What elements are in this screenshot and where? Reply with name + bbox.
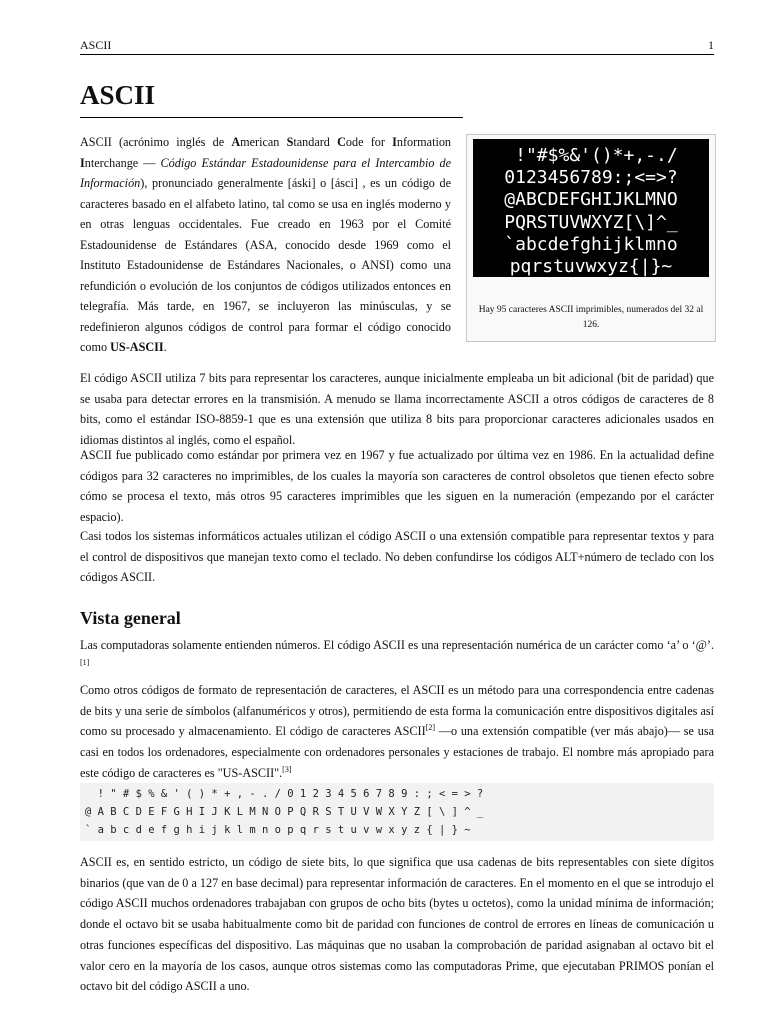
code-line: ! " # $ % & ' ( ) * + , - . / 0 1 2 3 4 5 6 7 8 9 : ; < = > ?	[85, 788, 484, 800]
spanish-name: Código Estándar Estadounidense para el Intercambio de Información	[80, 155, 451, 190]
page-number: 1	[708, 38, 714, 52]
code-line: @ A B C D E F G H I J K L M N O P Q R S T U V W X Y Z [ \ ] ^ _	[85, 806, 484, 818]
ascii-code-block	[80, 783, 714, 841]
footnote-ref[interactable]: [1]	[80, 657, 90, 667]
footnote-ref[interactable]: [3]	[282, 764, 292, 774]
body-paragraph-2: ASCII fue publicado como estándar por primera vez en 1967 y fue actualizado por última vez en 1986. En la actualidad define códigos para 32 caracteres no imprimibles, de los cuales la mayoría son caracteres de control obsoletos que tienen efecto sobre cómo se procesa el texto, más otros 95 caracteres imprimibles que les siguen en la numeración (empezando por el carácter espacio).	[80, 448, 714, 525]
running-title: ASCII	[80, 38, 112, 52]
body-paragraph-1: El código ASCII utiliza 7 bits para representar los caracteres, aunque inicialmente empleaba un bit adicional (bit de paridad) que se usaba para detectar errores en la transmisión. A menudo se llama incorrectamente ASCII a otros códigos de caracteres de 8 bits, como el estándar ISO-8859-1 que es una extensión que utiliza 8 bits para proporcionar caracteres adicionales usados en idiomas distintos al inglés, como el español.	[80, 371, 714, 448]
figure-box	[466, 134, 716, 342]
figure-caption: Hay 95 caracteres ASCII imprimibles, numerados del 32 al 126.	[478, 305, 704, 330]
running-header	[80, 36, 714, 55]
title-rule	[80, 117, 463, 118]
section-paragraph-1: Las computadoras solamente entienden números. El código ASCII es una representación numérica de un carácter como ‘a’ o ‘@’.[1]	[80, 638, 714, 667]
section-paragraph-3: ASCII es, en sentido estricto, un código de siete bits, lo que significa que usa cadenas de bits representables con siete dígitos binarios (que van de 0 a 127 en base decimal) para representar información de caracteres. En el momento en el que se introdujo el código ASCII muchos ordenadores trabajaban con grupos de ocho bits (bytes u octetos), como la unidad mínima de información; donde el octavo bit se usaba habitualmente como bit de paridad con funciones de control de errores en líneas de comunicación u otras funciones específicas del dispositivo. Las máquinas que no usaban la comprobación de paridad asignaban al octavo bit el valor cero en la mayoría de los casos, aunque otros sistemas como las computadoras Prime, que ejecutaban PRIMOS ponían el octavo bit del código ASCII a uno.	[80, 855, 714, 994]
page-title: ASCII	[80, 80, 156, 110]
code-line: ` a b c d e f g h i j k l m n o p q r s t u v w x y z { | } ~	[85, 824, 471, 836]
us-ascii-term: US-ASCII	[110, 340, 164, 354]
section-heading: Vista general	[80, 608, 181, 628]
section-paragraph-2: Como otros códigos de formato de representación de caracteres, el ASCII es un método para una correspondencia entre cadenas de bits y una serie de símbolos (alfanuméricos y otros), permitiendo de esta forma la comunicación entre dispositivos digitales así como su procesado y almacenamiento. El código de caracteres ASCII[2] —o una extensión compatible (ver más abajo)— se usa casi en todos los ordenadores, especialmente con ordenadores personales y estaciones de trabajo. El nombre más apropiado para este código de caracteres es "US-ASCII".[3]	[80, 683, 714, 780]
footnote-ref[interactable]: [2]	[425, 723, 435, 733]
intro-paragraph: ASCII (acrónimo inglés de American Standard Code for Information Interchange — Código Estándar Estadounidense para el Intercambio de Información), pronunciado generalmente [áski] o [ásci] , es un código de caracteres basado en el alfabeto latino, tal como se usa en inglés moderno y en otras lenguas occidentales. Fue creado en 1963 por el Comité Estadounidense de Estándares (ASA, conocido desde 1969 como el Instituto Estadounidense de Estándares Nacionales, o ANSI) como una refundición o evolución de los conjuntos de códigos utilizados entonces en telegrafía. Más tarde, en 1967, se incluyeron las minúsculas, y se redefinieron algunos códigos de control para formar el código conocido como US-ASCII.	[80, 135, 452, 354]
body-paragraph-3: Casi todos los sistemas informáticos actuales utilizan el código ASCII o una extensión compatible para representar textos y para el control de dispositivos que manejan texto como el teclado. No deben confundirse los códigos ALT+número de teclado con los códigos ASCII.	[80, 529, 714, 585]
ascii-charset-image: !"#$%&'()*+,-./ 0123456789:;<=>? @ABCDEFGHIJKLMNO PQRSTUVWXYZ[\]^_ `abcdefghijklmno pqrstuvwxyz{|}~	[473, 139, 709, 277]
